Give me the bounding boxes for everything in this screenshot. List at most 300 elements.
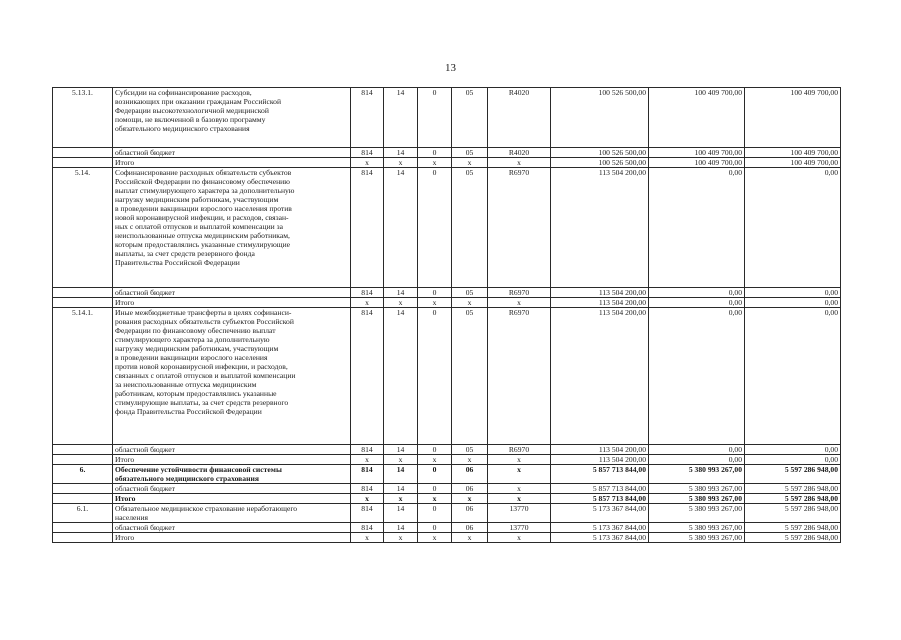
subsection-code-cell: [418, 88, 452, 148]
row-name-cell-text: Итого: [115, 158, 135, 167]
expense-code-cell: [488, 455, 551, 465]
expense-code-cell-text: x: [517, 158, 521, 167]
row-number-cell-text: 6.1.: [76, 504, 89, 513]
expense-code-cell: [488, 148, 551, 158]
grbs-code-cell-text: 814: [361, 445, 373, 454]
row-name-cell: [113, 88, 351, 148]
program-code-cell-text: x: [467, 533, 472, 542]
amount-year3-cell-text: 5 597 286 948,00: [784, 533, 838, 542]
grbs-code-cell-text: x: [365, 455, 369, 464]
row-number-cell: [53, 168, 113, 288]
amount-year2-cell: [649, 148, 745, 158]
amount-year2-cell: [649, 288, 745, 298]
table-row: [53, 158, 841, 168]
row-name-cell: [113, 288, 351, 298]
amount-year2-cell: [649, 465, 745, 484]
expense-code-cell: [488, 308, 551, 445]
row-name-cell: [113, 504, 351, 523]
expense-code-cell-text: x: [517, 465, 521, 474]
row-name-cell: [113, 308, 351, 445]
subsection-code-cell-text: 0: [432, 465, 437, 474]
row-number-cell: [53, 88, 113, 148]
expense-code-cell: [488, 445, 551, 455]
amount-year2-cell: [649, 484, 745, 494]
program-code-cell-text: 06: [465, 484, 474, 493]
page-number: 13: [445, 62, 456, 74]
expense-code-cell-text: 13770: [509, 523, 529, 532]
amount-year3-cell: [745, 445, 841, 455]
row-number-cell: [53, 455, 113, 465]
amount-year1-cell-text: 5 857 713 844,00: [592, 484, 646, 493]
section-code-cell: [384, 504, 418, 523]
subsection-code-cell-text: 0: [432, 484, 437, 493]
budget-table: [52, 87, 841, 543]
section-code-cell: [384, 523, 418, 533]
amount-year2-cell-text: 5 380 993 267,00: [688, 494, 742, 503]
row-name-cell: [113, 523, 351, 533]
section-code-cell: [384, 445, 418, 455]
row-name-cell: [113, 158, 351, 168]
section-code-cell-text: 14: [396, 148, 405, 157]
subsection-code-cell: [418, 168, 452, 288]
amount-year3-cell: [745, 523, 841, 533]
amount-year1-cell-text: 5 857 713 844,00: [592, 494, 646, 503]
amount-year1-cell: [551, 88, 649, 148]
section-code-cell-text: 14: [396, 88, 405, 97]
section-code-cell-text: 14: [396, 504, 405, 513]
amount-year3-cell: [745, 455, 841, 465]
row-name-cell-text: областной бюджет: [115, 523, 175, 532]
expense-code-cell-text: R6970: [508, 288, 530, 297]
subsection-code-cell: [418, 504, 452, 523]
grbs-code-cell: [351, 158, 384, 168]
row-number-cell: [53, 484, 113, 494]
row-name-cell-text: Субсидии на софинансирование расходов, возникающих при оказании гражданам Российской Федерации высокотехнологичной медицинской помощи, не включенной в базовую программу обязательного медицинского страхования: [115, 88, 282, 133]
amount-year2-cell-text: 0,00: [728, 288, 742, 297]
row-number-cell-text: 5.13.1.: [72, 88, 93, 97]
expense-code-cell-text: R4020: [508, 148, 530, 157]
program-code-cell-text: x: [467, 455, 472, 464]
program-code-cell-text: 05: [465, 308, 474, 317]
expense-code-cell-text: 13770: [509, 504, 529, 513]
row-name-cell-text: Иные межбюджетные трансферты в целях софинанси- рования расходных обязательств субъектов Российской Федерации по финансовому обеспечению выплат стимулирующего характера за дополнительную нагрузку медицинским работникам, участвующим в проведении вакцинации взрослого населения против новой коронавирусной инфекции, и расходов, связанных с оплатой отпусков и выплатой компенсации за неиспользованные отпуска медицинским работникам, которым предоставлялись указанные стимулирующие выплаты, за счет средств резервного фонда Правительства Российской Федерации: [115, 308, 296, 416]
program-code-cell-text: x: [467, 494, 472, 503]
amount-year2-cell-text: 5 380 993 267,00: [688, 523, 742, 532]
program-code-cell: [452, 288, 488, 298]
table-row: [53, 88, 841, 148]
amount-year3-cell-text: 5 597 286 948,00: [784, 484, 838, 493]
expense-code-cell-text: x: [517, 494, 521, 503]
subsection-code-cell: [418, 533, 452, 543]
row-name-cell-text: Итого: [115, 298, 135, 307]
table-row: [53, 288, 841, 298]
amount-year1-cell: [551, 465, 649, 484]
section-code-cell-text: 14: [396, 465, 405, 474]
program-code-cell: [452, 158, 488, 168]
amount-year2-cell-text: 5 380 993 267,00: [688, 533, 742, 542]
row-name-cell: [113, 455, 351, 465]
amount-year2-cell: [649, 308, 745, 445]
row-name-cell-text: Итого: [115, 533, 135, 542]
grbs-code-cell: [351, 465, 384, 484]
amount-year3-cell: [745, 158, 841, 168]
section-code-cell-text: 14: [396, 308, 405, 317]
subsection-code-cell-text: 0: [432, 88, 437, 97]
grbs-code-cell: [351, 298, 384, 308]
row-number-cell: [53, 494, 113, 504]
section-code-cell: [384, 484, 418, 494]
section-code-cell-text: 14: [396, 523, 405, 532]
subsection-code-cell: [418, 445, 452, 455]
expense-code-cell: [488, 158, 551, 168]
amount-year1-cell: [551, 494, 649, 504]
amount-year2-cell: [649, 523, 745, 533]
subsection-code-cell: [418, 158, 452, 168]
program-code-cell: [452, 504, 488, 523]
section-code-cell-text: x: [398, 158, 403, 167]
expense-code-cell: [488, 88, 551, 148]
row-name-cell: [113, 168, 351, 288]
amount-year2-cell: [649, 158, 745, 168]
grbs-code-cell-text: 814: [361, 288, 373, 297]
amount-year1-cell: [551, 298, 649, 308]
amount-year1-cell-text: 100 526 500,00: [598, 148, 646, 157]
amount-year2-cell-text: 100 409 700,00: [694, 148, 742, 157]
program-code-cell-text: 05: [465, 148, 474, 157]
subsection-code-cell-text: 0: [432, 168, 437, 177]
grbs-code-cell-text: x: [365, 533, 369, 542]
program-code-cell-text: 05: [465, 168, 474, 177]
amount-year1-cell: [551, 148, 649, 158]
amount-year3-cell: [745, 298, 841, 308]
program-code-cell-text: 05: [465, 445, 474, 454]
table-row: [53, 504, 841, 523]
amount-year3-cell-text: 0,00: [824, 455, 838, 464]
table-row: [53, 445, 841, 455]
expense-code-cell: [488, 298, 551, 308]
expense-code-cell: [488, 504, 551, 523]
row-number-cell-text: 5.14.: [74, 168, 91, 177]
grbs-code-cell-text: x: [365, 298, 369, 307]
subsection-code-cell-text: 0: [432, 504, 437, 513]
table-row: [53, 494, 841, 504]
amount-year1-cell: [551, 158, 649, 168]
amount-year1-cell: [551, 288, 649, 298]
amount-year3-cell-text: 100 409 700,00: [790, 88, 838, 97]
amount-year3-cell-text: 5 597 286 948,00: [784, 465, 838, 474]
section-code-cell-text: 14: [396, 484, 405, 493]
amount-year1-cell: [551, 455, 649, 465]
program-code-cell: [452, 148, 488, 158]
amount-year2-cell: [649, 168, 745, 288]
subsection-code-cell-text: 0: [432, 523, 437, 532]
section-code-cell: [384, 168, 418, 288]
table-row: [53, 168, 841, 288]
amount-year1-cell: [551, 533, 649, 543]
row-name-cell: [113, 148, 351, 158]
section-code-cell-text: x: [398, 533, 403, 542]
grbs-code-cell-text: 814: [361, 148, 373, 157]
expense-code-cell-text: R4020: [508, 88, 530, 97]
amount-year1-cell: [551, 504, 649, 523]
section-code-cell-text: 14: [396, 168, 405, 177]
amount-year2-cell: [649, 455, 745, 465]
amount-year3-cell-text: 5 597 286 948,00: [784, 523, 838, 532]
row-number-cell: [53, 298, 113, 308]
subsection-code-cell-text: x: [432, 533, 437, 542]
table-row: [53, 533, 841, 543]
grbs-code-cell-text: 814: [361, 504, 373, 513]
grbs-code-cell-text: 814: [361, 465, 373, 474]
amount-year2-cell: [649, 298, 745, 308]
row-name-cell: [113, 445, 351, 455]
grbs-code-cell: [351, 445, 384, 455]
grbs-code-cell: [351, 288, 384, 298]
program-code-cell-text: 06: [465, 523, 474, 532]
amount-year3-cell: [745, 484, 841, 494]
grbs-code-cell: [351, 88, 384, 148]
row-number-cell-text: 6.: [79, 465, 86, 474]
expense-code-cell-text: R6970: [508, 168, 530, 177]
subsection-code-cell: [418, 455, 452, 465]
program-code-cell: [452, 533, 488, 543]
row-number-cell-text: 5.14.1.: [72, 308, 93, 317]
amount-year3-cell-text: 5 597 286 948,00: [784, 504, 838, 513]
section-code-cell: [384, 288, 418, 298]
amount-year3-cell: [745, 533, 841, 543]
amount-year1-cell: [551, 168, 649, 288]
table-row: [53, 308, 841, 445]
expense-code-cell: [488, 465, 551, 484]
grbs-code-cell: [351, 523, 384, 533]
section-code-cell-text: 14: [396, 288, 405, 297]
subsection-code-cell-text: 0: [432, 445, 437, 454]
subsection-code-cell-text: 0: [432, 288, 437, 297]
program-code-cell: [452, 494, 488, 504]
expense-code-cell: [488, 288, 551, 298]
row-name-cell: [113, 533, 351, 543]
table-row: [53, 455, 841, 465]
expense-code-cell: [488, 533, 551, 543]
amount-year2-cell-text: 0,00: [728, 445, 742, 454]
subsection-code-cell: [418, 494, 452, 504]
subsection-code-cell-text: x: [432, 158, 437, 167]
amount-year2-cell: [649, 88, 745, 148]
grbs-code-cell-text: 814: [361, 168, 373, 177]
row-number-cell: [53, 288, 113, 298]
amount-year2-cell-text: 5 380 993 267,00: [688, 504, 742, 513]
amount-year1-cell-text: 5 173 367 844,00: [592, 523, 646, 532]
amount-year2-cell-text: 5 380 993 267,00: [688, 484, 742, 493]
row-number-cell: [53, 308, 113, 445]
row-name-cell-text: Итого: [115, 455, 135, 464]
program-code-cell: [452, 455, 488, 465]
subsection-code-cell: [418, 298, 452, 308]
amount-year3-cell: [745, 308, 841, 445]
amount-year1-cell-text: 113 504 200,00: [598, 308, 646, 317]
section-code-cell: [384, 494, 418, 504]
amount-year2-cell-text: 0,00: [728, 168, 742, 177]
program-code-cell: [452, 523, 488, 533]
table-row: [53, 484, 841, 494]
row-number-cell: [53, 158, 113, 168]
row-name-cell-text: областной бюджет: [115, 484, 175, 493]
amount-year1-cell: [551, 484, 649, 494]
amount-year3-cell-text: 100 409 700,00: [790, 148, 838, 157]
amount-year3-cell: [745, 465, 841, 484]
amount-year1-cell-text: 113 504 200,00: [598, 168, 646, 177]
program-code-cell-text: x: [467, 158, 472, 167]
amount-year2-cell: [649, 533, 745, 543]
amount-year3-cell-text: 0,00: [824, 168, 838, 177]
section-code-cell-text: x: [398, 494, 403, 503]
row-name-cell-text: областной бюджет: [115, 288, 175, 297]
amount-year1-cell: [551, 308, 649, 445]
section-code-cell: [384, 88, 418, 148]
amount-year3-cell-text: 0,00: [824, 308, 838, 317]
row-name-cell: [113, 494, 351, 504]
section-code-cell-text: x: [398, 455, 403, 464]
grbs-code-cell: [351, 308, 384, 445]
amount-year1-cell-text: 113 504 200,00: [598, 288, 646, 297]
row-number-cell: [53, 445, 113, 455]
row-name-cell: [113, 465, 351, 484]
grbs-code-cell-text: x: [365, 158, 369, 167]
amount-year1-cell: [551, 523, 649, 533]
section-code-cell: [384, 158, 418, 168]
subsection-code-cell-text: 0: [432, 148, 437, 157]
amount-year1-cell-text: 5 173 367 844,00: [592, 504, 646, 513]
section-code-cell: [384, 308, 418, 445]
amount-year2-cell: [649, 445, 745, 455]
table-row: [53, 148, 841, 158]
grbs-code-cell: [351, 533, 384, 543]
amount-year3-cell: [745, 168, 841, 288]
subsection-code-cell: [418, 465, 452, 484]
expense-code-cell-text: x: [517, 484, 521, 493]
expense-code-cell-text: x: [517, 533, 521, 542]
grbs-code-cell: [351, 148, 384, 158]
program-code-cell-text: x: [467, 298, 472, 307]
expense-code-cell: [488, 168, 551, 288]
section-code-cell: [384, 465, 418, 484]
row-number-cell: [53, 523, 113, 533]
program-code-cell-text: 05: [465, 88, 474, 97]
amount-year2-cell-text: 0,00: [728, 455, 742, 464]
row-number-cell: [53, 504, 113, 523]
program-code-cell-text: 06: [465, 465, 474, 474]
section-code-cell: [384, 298, 418, 308]
amount-year1-cell: [551, 445, 649, 455]
grbs-code-cell: [351, 455, 384, 465]
program-code-cell: [452, 484, 488, 494]
amount-year1-cell-text: 113 504 200,00: [598, 455, 646, 464]
amount-year2-cell-text: 100 409 700,00: [694, 158, 742, 167]
subsection-code-cell-text: x: [432, 298, 437, 307]
row-name-cell-text: областной бюджет: [115, 445, 175, 454]
expense-code-cell: [488, 523, 551, 533]
row-name-cell-text: Обеспечение устойчивости финансовой системы обязательного медицинского страхования: [115, 465, 282, 483]
amount-year1-cell-text: 100 526 500,00: [598, 158, 646, 167]
amount-year3-cell-text: 5 597 286 948,00: [784, 494, 838, 503]
amount-year3-cell: [745, 504, 841, 523]
amount-year1-cell-text: 113 504 200,00: [598, 298, 646, 307]
subsection-code-cell: [418, 523, 452, 533]
grbs-code-cell: [351, 494, 384, 504]
subsection-code-cell-text: x: [432, 455, 437, 464]
section-code-cell: [384, 455, 418, 465]
row-name-cell-text: Обязательное медицинское страхование неработающего населения: [115, 504, 298, 522]
program-code-cell-text: 06: [465, 504, 474, 513]
expense-code-cell-text: x: [517, 455, 521, 464]
amount-year3-cell: [745, 494, 841, 504]
row-name-cell: [113, 298, 351, 308]
amount-year3-cell: [745, 288, 841, 298]
grbs-code-cell-text: 814: [361, 484, 373, 493]
grbs-code-cell-text: 814: [361, 523, 373, 532]
expense-code-cell: [488, 494, 551, 504]
grbs-code-cell-text: x: [365, 494, 369, 503]
amount-year2-cell-text: 0,00: [728, 298, 742, 307]
row-number-cell: [53, 533, 113, 543]
amount-year3-cell: [745, 148, 841, 158]
amount-year3-cell-text: 100 409 700,00: [790, 158, 838, 167]
amount-year2-cell-text: 5 380 993 267,00: [688, 465, 742, 474]
amount-year1-cell-text: 5 173 367 844,00: [592, 533, 646, 542]
amount-year3-cell-text: 0,00: [824, 288, 838, 297]
table-row: [53, 298, 841, 308]
grbs-code-cell: [351, 484, 384, 494]
subsection-code-cell: [418, 484, 452, 494]
amount-year2-cell: [649, 494, 745, 504]
subsection-code-cell: [418, 148, 452, 158]
subsection-code-cell: [418, 288, 452, 298]
expense-code-cell-text: R6970: [508, 445, 530, 454]
amount-year2-cell: [649, 504, 745, 523]
amount-year3-cell-text: 0,00: [824, 298, 838, 307]
amount-year2-cell-text: 0,00: [728, 308, 742, 317]
subsection-code-cell-text: x: [432, 494, 437, 503]
program-code-cell: [452, 465, 488, 484]
subsection-code-cell: [418, 308, 452, 445]
expense-code-cell-text: x: [517, 298, 521, 307]
amount-year3-cell: [745, 88, 841, 148]
grbs-code-cell: [351, 168, 384, 288]
row-number-cell: [53, 465, 113, 484]
grbs-code-cell: [351, 504, 384, 523]
program-code-cell: [452, 308, 488, 445]
program-code-cell-text: 05: [465, 288, 474, 297]
expense-code-cell-text: R6970: [508, 308, 530, 317]
section-code-cell: [384, 533, 418, 543]
expense-code-cell: [488, 484, 551, 494]
row-name-cell: [113, 484, 351, 494]
program-code-cell: [452, 445, 488, 455]
subsection-code-cell-text: 0: [432, 308, 437, 317]
row-name-cell-text: Итого: [115, 494, 136, 503]
section-code-cell-text: 14: [396, 445, 405, 454]
row-name-cell-text: областной бюджет: [115, 148, 175, 157]
amount-year3-cell-text: 0,00: [824, 445, 838, 454]
program-code-cell: [452, 88, 488, 148]
row-name-cell-text: Софинансирование расходных обязательств субъектов Российской Федерации по финансовому обеспечению выплат стимулирующего характера за дополнительную нагрузку медицинским работникам, участвующим в проведении вакцинации взрослого населения против новой коронавирусной инфекции, и расходов, связан- ных с оплатой отпусков и выплатой компенсации за неиспользованные отпуска медицинским работникам, которым предоставлялись указанные стимулирующие выплаты, за счет средств резервного фонда Правительства Российской Федерации: [115, 168, 295, 267]
table-row: [53, 465, 841, 484]
section-code-cell: [384, 148, 418, 158]
amount-year1-cell-text: 5 857 713 844,00: [592, 465, 646, 474]
program-code-cell: [452, 298, 488, 308]
program-code-cell: [452, 168, 488, 288]
amount-year2-cell-text: 100 409 700,00: [694, 88, 742, 97]
